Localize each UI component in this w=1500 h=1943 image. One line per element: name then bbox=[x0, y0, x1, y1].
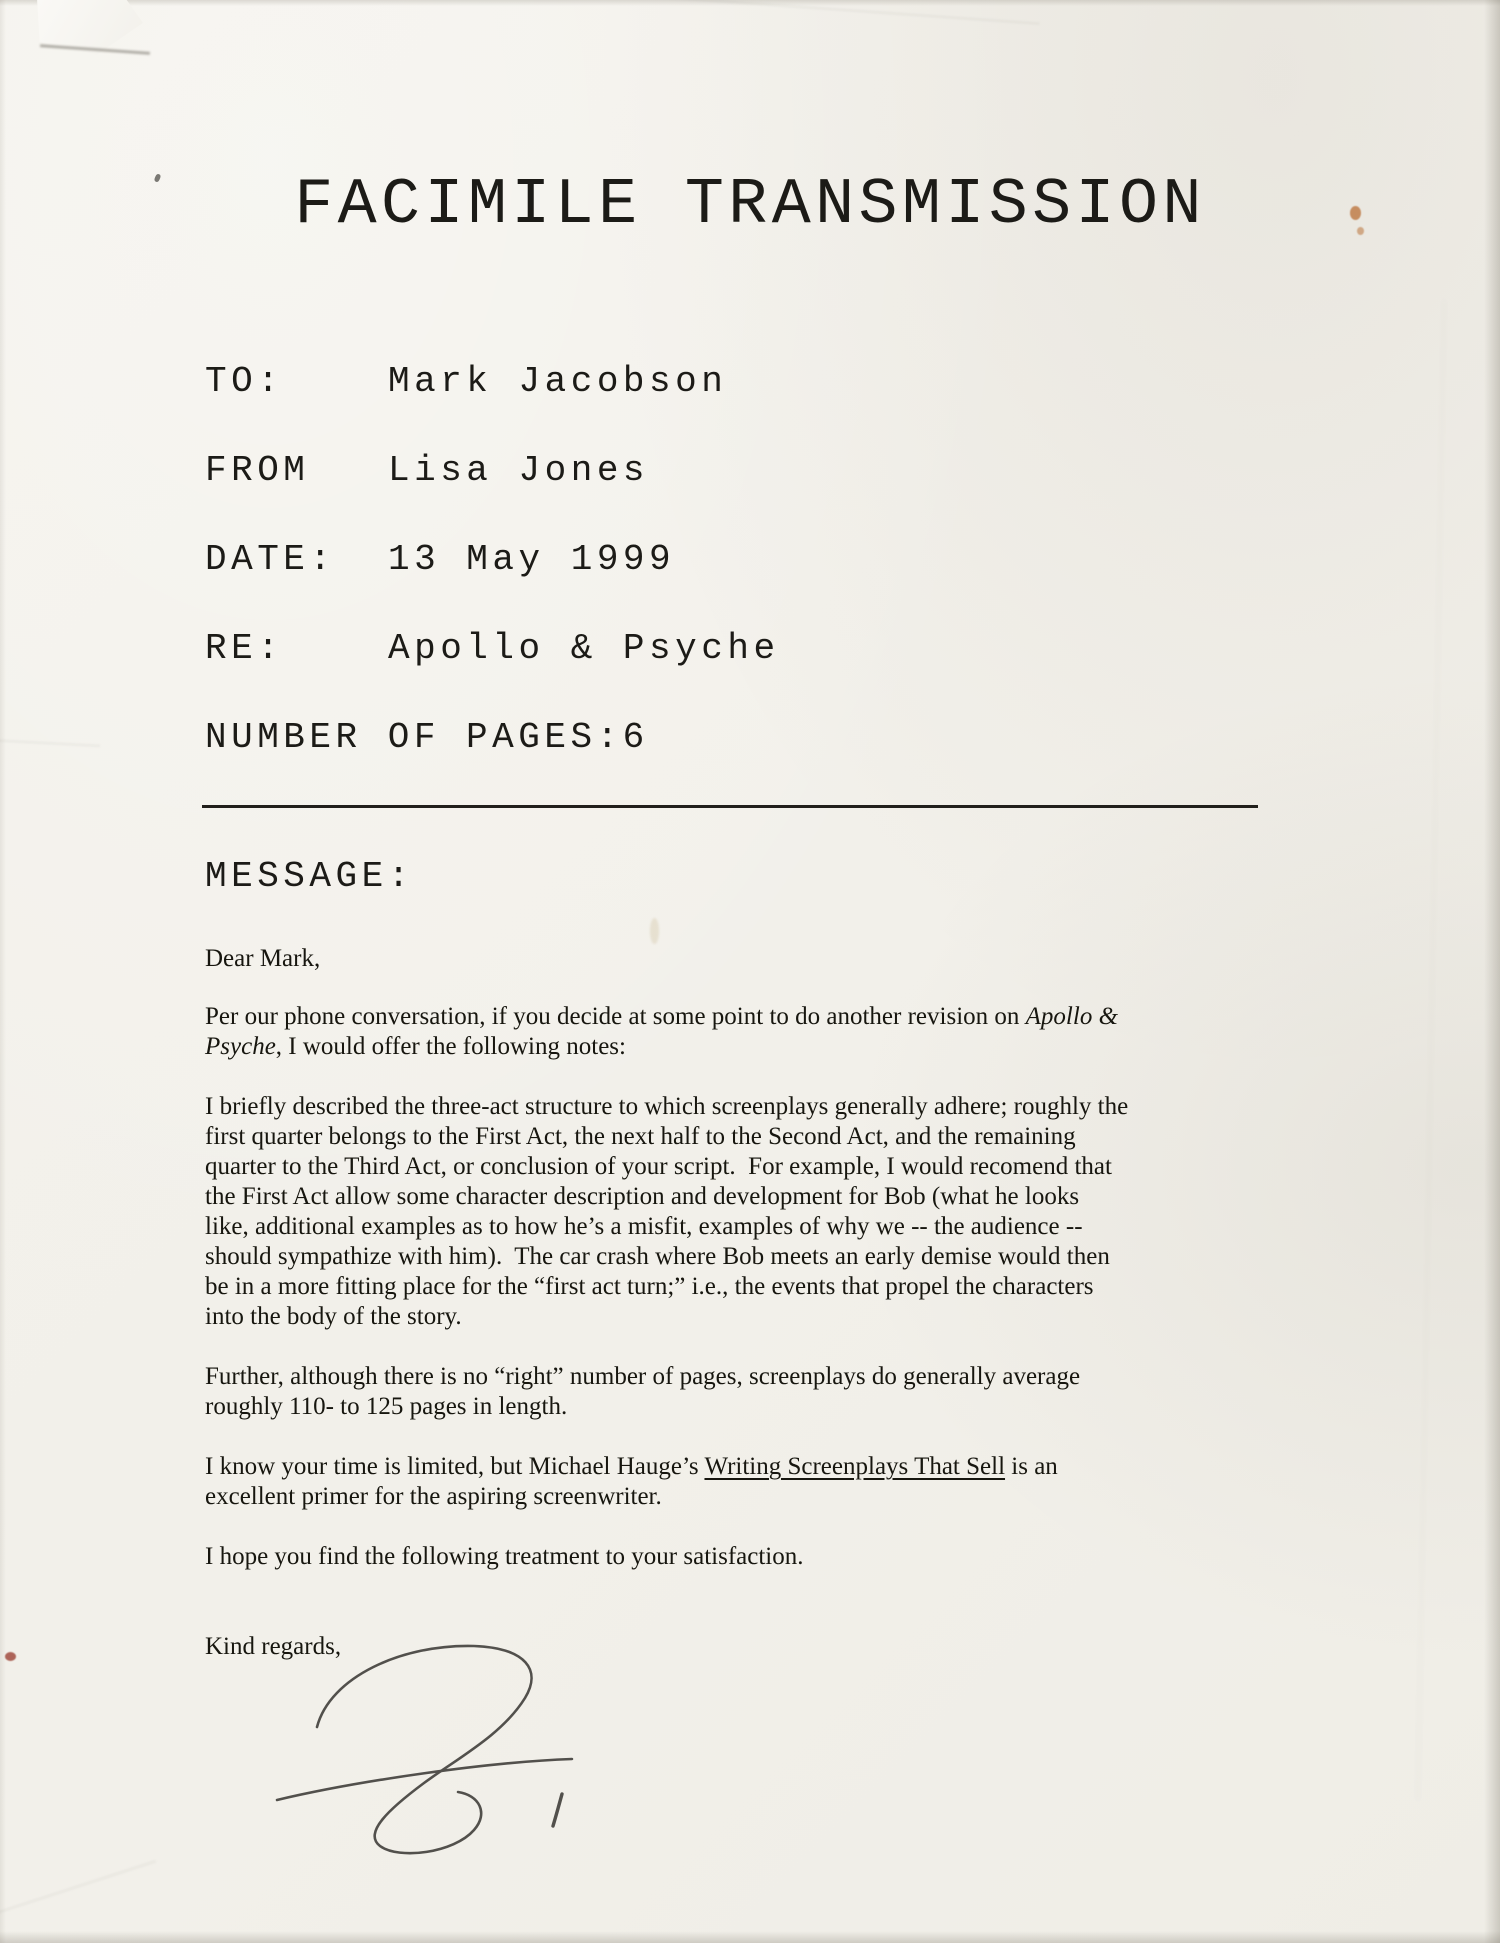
field-value: Lisa Jones bbox=[388, 450, 650, 491]
field-row-from bbox=[205, 450, 780, 491]
message-paragraphs bbox=[205, 1002, 1128, 1572]
fax-header-fields bbox=[205, 361, 780, 809]
letter-body bbox=[205, 944, 1128, 1662]
scan-edge-shadow-right bbox=[1484, 0, 1500, 1943]
message-label: MESSAGE: bbox=[205, 856, 414, 897]
text-line: excellent primer for the aspiring screenwriter. bbox=[205, 1483, 662, 1510]
field-label: DATE: bbox=[205, 539, 336, 580]
paragraph bbox=[205, 1362, 1128, 1422]
text-line: into the body of the story. bbox=[205, 1303, 462, 1330]
field-label: RE: bbox=[205, 628, 284, 669]
field-value: 13 May 1999 bbox=[388, 539, 676, 580]
divider-line bbox=[202, 805, 1258, 808]
paragraph bbox=[205, 1542, 1128, 1572]
field-row-to bbox=[205, 361, 780, 402]
text-line: Further, although there is no “right” number of pages, screenplays do generally average bbox=[205, 1363, 1081, 1390]
field-value: Mark Jacobson bbox=[388, 361, 728, 402]
scan-edge-shadow-bottom bbox=[0, 1931, 1500, 1943]
field-row-pages bbox=[205, 717, 780, 758]
paper-crease bbox=[0, 739, 100, 747]
text-line: quarter to the Third Act, or conclusion of your script. For example, I would recomend that bbox=[205, 1153, 1112, 1180]
text-line: I hope you find the following treatment to your satisfaction. bbox=[205, 1543, 804, 1570]
text-line: Psyche, I would offer the following notes: bbox=[205, 1033, 626, 1060]
closing: Kind regards, bbox=[205, 1633, 342, 1660]
field-row-date bbox=[205, 539, 780, 580]
field-label: NUMBER OF PAGES: bbox=[205, 717, 623, 758]
text-line: be in a more fitting place for the “first act turn;” i.e., the events that propel the characters bbox=[205, 1273, 1094, 1300]
paragraph bbox=[205, 1452, 1128, 1512]
salutation: Dear Mark, bbox=[205, 945, 321, 972]
ink-stain bbox=[5, 1652, 16, 1661]
field-row-re bbox=[205, 628, 780, 669]
signature-scribble bbox=[262, 1632, 602, 1868]
field-label: TO: bbox=[205, 361, 284, 402]
text-line: should sympathize with him). The car crash where Bob meets an early demise would then bbox=[205, 1243, 1110, 1270]
text-line: I briefly described the three-act structure to which screenplays generally adhere; roughly the bbox=[205, 1093, 1129, 1120]
text-line: I know your time is limited, but Michael Hauge’s Writing Screenplays That Sell is an bbox=[205, 1453, 1058, 1480]
text-line: like, additional examples as to how he’s a misfit, examples of why we -- the audience -- bbox=[205, 1213, 1083, 1240]
text-line: roughly 110- to 125 pages in length. bbox=[205, 1393, 568, 1420]
paragraph bbox=[205, 1092, 1128, 1332]
faint-stain bbox=[650, 918, 659, 944]
scan-edge-shadow-left bbox=[0, 0, 6, 1943]
field-label: FROM bbox=[205, 450, 310, 491]
text-line: first quarter belongs to the First Act, the next half to the Second Act, and the remaining bbox=[205, 1123, 1076, 1150]
paper-crease bbox=[1417, 300, 1445, 1800]
paper-crease bbox=[0, 1860, 156, 1918]
field-value: 6 bbox=[622, 717, 649, 758]
text-line: the First Act allow some character description and development for Bob (what he looks bbox=[205, 1183, 1080, 1210]
field-value: Apollo & Psyche bbox=[388, 628, 780, 669]
text-line: Per our phone conversation, if you decide at some point to do another revision on Apollo & bbox=[205, 1003, 1119, 1030]
fax-title: FACIMILE TRANSMISSION bbox=[294, 168, 1206, 242]
paragraph bbox=[205, 1002, 1128, 1062]
